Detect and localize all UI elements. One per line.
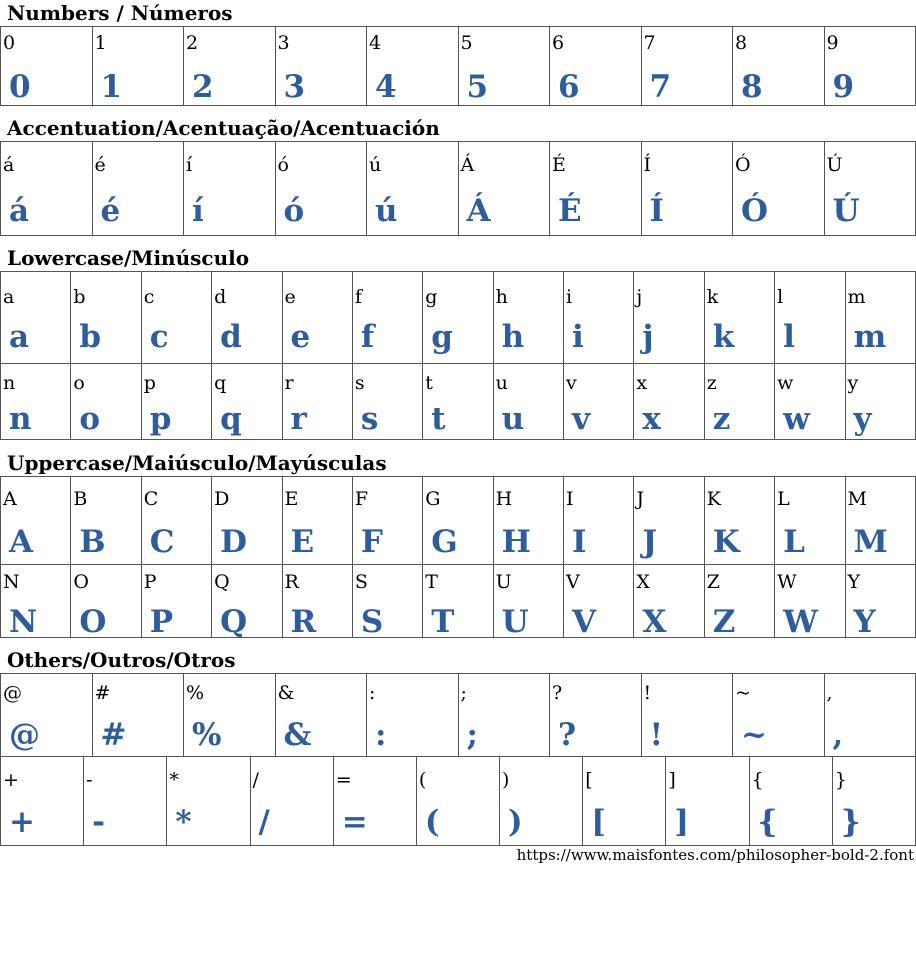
accents-grid [0,141,916,236]
glyph-label: q [214,372,227,394]
glyph-sample: C [149,524,175,560]
glyph-sample: c [149,319,169,355]
glyph-label: c [143,286,155,308]
glyph-sample: 5 [466,69,489,105]
glyph-sample: 0 [9,69,31,105]
glyph-sample: H [501,524,531,560]
glyph-sample: ( [424,804,440,840]
glyph-sample: g [431,319,453,355]
glyph-label: C [143,488,159,510]
glyph-label: L [777,488,790,510]
glyph-label: 6 [552,32,565,54]
glyph-label: ó [277,154,289,176]
glyph-label: W [777,571,797,593]
glyph-cell [71,477,141,565]
glyph-sample: m [853,319,887,355]
glyph-cell [846,477,916,565]
glyph-sample: Ó [741,193,769,229]
glyph-sample: f [360,319,375,355]
glyph-sample: Q [220,604,248,638]
glyph-cell [642,674,734,757]
glyph-label: V [566,571,580,593]
glyph-cell [184,674,276,757]
glyph-sample: a [9,319,30,355]
glyph-cell [705,364,775,440]
glyph-cell [1,142,93,236]
glyph-cell [705,477,775,565]
glyph-label: p [143,372,156,394]
glyph-label: 2 [186,32,199,54]
glyph-row [1,674,916,757]
glyph-row [1,27,916,106]
glyph-cell [583,757,666,846]
glyph-label: e [284,286,296,308]
glyph-cell [733,27,825,106]
glyph-sample: V [572,604,597,638]
glyph-label: j [636,286,643,308]
glyph-sample: 2 [192,69,214,105]
glyph-sample: z [712,401,731,437]
glyph-label: Ó [735,154,751,176]
glyph-sample: 9 [832,69,855,105]
glyph-cell [142,565,212,638]
glyph-label: ) [502,769,510,791]
glyph-sample: @ [9,717,40,753]
glyph-sample: 8 [741,69,763,105]
glyph-sample: X [642,604,667,638]
glyph-cell [367,674,459,757]
glyph-sample: % [192,717,222,753]
glyph-cell [353,364,423,440]
glyph-cell [212,364,282,440]
glyph-cell [775,272,845,364]
glyph-cell [846,565,916,638]
glyph-sample: , [832,717,844,753]
glyph-label: } [834,769,847,791]
glyph-label: % [186,682,205,704]
glyph-label: 9 [826,32,839,54]
glyph-label: x [636,372,648,394]
glyph-cell [1,272,71,364]
glyph-cell [276,674,368,757]
glyph-cell [1,674,93,757]
glyph-label: 7 [643,32,656,54]
glyph-cell [283,364,353,440]
glyph-label: á [3,154,15,176]
glyph-sample: d [220,319,242,355]
glyph-cell [417,757,500,846]
glyph-label: ? [552,682,563,704]
glyph-cell [71,565,141,638]
glyph-sample: w [783,401,810,437]
glyph-label: É [552,154,566,176]
others-grid [0,673,916,846]
glyph-label: Y [847,571,861,593]
glyph-label: k [706,286,719,308]
glyph-sample: l [783,319,795,355]
glyph-sample: é [100,193,121,229]
glyph-label: 3 [277,32,290,54]
glyph-cell [705,565,775,638]
glyph-label: v [566,372,577,394]
glyph-label: Q [214,571,230,593]
glyph-label: 5 [460,32,473,54]
glyph-label: 1 [94,32,107,54]
glyph-sample: M [853,524,888,560]
glyph-cell [71,364,141,440]
glyph-label: M [847,488,867,510]
glyph-label: X [636,571,650,593]
glyph-sample: I [572,524,587,560]
glyph-sample: h [501,319,525,355]
glyph-label: E [284,488,299,510]
glyph-cell [1,757,84,846]
glyph-cell [1,565,71,638]
glyph-sample: n [9,401,32,437]
glyph-label: t [425,372,433,394]
glyph-sample: 1 [100,69,123,105]
glyph-sample: & [283,717,312,753]
glyph-sample: G [431,524,458,560]
glyph-sample: Y [853,604,876,638]
glyph-sample: K [712,524,740,560]
glyph-cell [93,674,185,757]
glyph-sample: É [558,193,582,229]
glyph-sample: R [290,604,317,638]
glyph-label: N [3,571,20,593]
glyph-label: & [277,682,295,704]
glyph-sample: ! [649,717,664,753]
glyph-sample: s [360,401,379,437]
glyph-cell [93,27,185,106]
glyph-sample: í [192,193,204,229]
glyph-sample: A [9,524,34,560]
glyph-cell [733,142,825,236]
glyph-label: Ú [826,154,843,176]
glyph-sample: ] [674,804,690,840]
glyph-cell [825,27,916,106]
glyph-sample: 3 [283,69,306,105]
glyph-cell [276,142,368,236]
glyph-label: í [186,154,193,176]
numbers-grid [0,26,916,106]
glyph-sample: P [149,604,174,638]
glyph-sample: e [290,319,311,355]
glyph-label: @ [3,682,22,704]
glyph-sample: + [9,804,35,840]
glyph-cell [634,364,704,440]
glyph-cell [494,272,564,364]
glyph-label: { [751,769,764,791]
glyph-sample: E [290,524,315,560]
glyph-sample: y [853,401,872,437]
glyph-label: H [495,488,513,510]
glyph-cell [71,272,141,364]
glyph-cell [367,142,459,236]
glyph-cell [212,477,282,565]
glyph-cell [334,757,417,846]
glyph-row [1,757,916,846]
glyph-sample: ) [508,804,523,840]
glyph-label: A [3,488,17,510]
glyph-label: Í [643,154,652,176]
glyph-label: b [73,286,86,308]
glyph-label: ~ [735,682,751,704]
glyph-cell [283,477,353,565]
glyph-cell [1,477,71,565]
glyph-sample: T [431,604,455,638]
glyph-cell [142,272,212,364]
glyph-cell [142,364,212,440]
glyph-row [1,272,916,364]
section-title-numbers: Numbers / Números [7,1,233,25]
glyph-label: P [143,571,157,593]
glyph-cell [459,27,551,106]
glyph-sample: J [642,524,658,560]
glyph-label: ! [643,682,652,704]
glyph-sample: u [501,401,525,437]
glyph-sample: ó [283,193,305,229]
glyph-label: i [566,286,573,308]
glyph-sample: 7 [649,69,672,105]
glyph-label: n [3,372,16,394]
glyph-label: Z [706,571,720,593]
glyph-row [1,565,916,638]
glyph-label: ] [668,769,676,791]
glyph-cell [283,272,353,364]
glyph-row [1,142,916,236]
glyph-label: é [94,154,106,176]
glyph-cell [423,565,493,638]
glyph-cell [564,565,634,638]
glyph-cell [353,477,423,565]
glyph-sample: o [79,401,101,437]
glyph-cell [423,272,493,364]
glyph-label: d [214,286,227,308]
glyph-label: I [566,488,574,510]
glyph-sample: U [501,604,529,638]
glyph-sample: ú [375,193,398,229]
glyph-sample: q [220,401,242,437]
glyph-cell [494,364,564,440]
glyph-cell [93,142,185,236]
glyph-label: m [847,286,866,308]
glyph-label: K [706,488,721,510]
glyph-sample: - [92,804,106,840]
glyph-cell [564,272,634,364]
glyph-cell [705,272,775,364]
glyph-label: r [284,372,294,394]
glyph-label: Á [460,154,475,176]
glyph-sample: ? [558,717,577,753]
glyph-cell [775,565,845,638]
section-title-accents: Accentuation/Acentuação/Acentuación [7,116,440,140]
glyph-label: y [847,372,859,394]
glyph-sample: N [9,604,38,638]
glyph-label: z [706,372,717,394]
glyph-label: f [354,286,362,308]
glyph-label: G [425,488,441,510]
glyph-sample: x [642,401,661,437]
glyph-cell [733,674,825,757]
glyph-label: [ [585,769,593,791]
glyph-cell [367,27,459,106]
glyph-label: a [3,286,15,308]
glyph-cell [212,272,282,364]
glyph-sample: * [175,804,192,840]
glyph-cell [825,674,916,757]
glyph-label: S [354,571,368,593]
glyph-label: U [495,571,512,593]
glyph-cell [283,565,353,638]
glyph-cell [142,477,212,565]
glyph-label: * [169,769,179,791]
glyph-row [1,364,916,440]
glyph-sample: F [360,524,383,560]
section-title-lowercase: Lowercase/Minúsculo [7,246,250,270]
glyph-sample: { [757,804,778,840]
glyph-sample: ; [466,717,478,753]
glyph-label: / [252,769,259,791]
glyph-label: h [495,286,508,308]
glyph-cell [184,142,276,236]
glyph-sample: v [572,401,591,437]
glyph-label: # [94,682,111,704]
glyph-label: g [425,286,438,308]
glyph-label: + [3,769,19,791]
glyph-sample: [ [591,804,606,840]
glyph-cell [550,142,642,236]
glyph-sample: 4 [375,69,397,105]
glyph-label: T [425,571,438,593]
glyph-label: o [73,372,85,394]
glyph-sample: L [783,524,805,560]
glyph-label: F [354,488,369,510]
glyph-cell [775,364,845,440]
glyph-sample: i [572,319,584,355]
glyph-label: : [369,682,376,704]
glyph-label: D [214,488,230,510]
glyph-cell [666,757,749,846]
footer-url[interactable]: https://www.maisfontes.com/philosopher-bold-2.font [516,846,914,864]
glyph-cell [459,674,551,757]
glyph-sample: p [149,401,172,437]
glyph-sample: á [9,193,30,229]
glyph-cell [84,757,167,846]
glyph-row [1,477,916,565]
glyph-sample: / [258,804,270,840]
glyph-sample: Ú [832,193,860,229]
glyph-cell [750,757,833,846]
glyph-cell [494,565,564,638]
glyph-sample: W [783,604,818,638]
glyph-cell [1,27,93,106]
glyph-cell [775,477,845,565]
glyph-label: O [73,571,89,593]
glyph-cell [634,272,704,364]
glyph-sample: 6 [558,69,580,105]
glyph-cell [564,364,634,440]
glyph-cell [212,565,282,638]
glyph-sample: r [290,401,307,437]
glyph-cell [642,142,734,236]
glyph-sample: D [220,524,248,560]
glyph-cell [642,27,734,106]
glyph-sample: S [360,604,384,638]
glyph-cell [184,27,276,106]
glyph-cell [423,364,493,440]
glyph-cell [846,364,916,440]
glyph-cell [1,364,71,440]
glyph-sample: } [840,804,861,840]
glyph-cell [550,27,642,106]
glyph-sample: Z [712,604,736,638]
glyph-label: l [777,286,784,308]
section-title-uppercase: Uppercase/Maiúsculo/Mayúsculas [7,451,387,475]
glyph-cell [494,477,564,565]
glyph-label: ; [460,682,467,704]
uppercase-grid [0,476,916,638]
glyph-cell [251,757,334,846]
glyph-cell [564,477,634,565]
glyph-cell [833,757,916,846]
glyph-sample: t [431,401,446,437]
glyph-label: , [826,682,833,704]
glyph-label: s [354,372,365,394]
section-title-others: Others/Outros/Otros [7,648,236,672]
glyph-cell [276,27,368,106]
glyph-label: R [284,571,299,593]
glyph-cell [353,272,423,364]
glyph-label: J [636,488,644,510]
glyph-label: = [335,769,352,791]
glyph-sample: O [79,604,107,638]
glyph-label: ( [418,769,427,791]
glyph-sample: Í [649,193,665,229]
glyph-label: 4 [369,32,382,54]
glyph-cell [353,565,423,638]
glyph-sample: ~ [741,717,767,753]
glyph-sample: Á [466,193,491,229]
glyph-label: B [73,488,88,510]
glyph-cell [423,477,493,565]
glyph-label: w [777,372,794,394]
glyph-sample: k [712,319,735,355]
glyph-cell [550,674,642,757]
glyph-sample: : [375,717,387,753]
glyph-cell [500,757,583,846]
glyph-cell [634,565,704,638]
glyph-label: u [495,372,508,394]
lowercase-grid [0,271,916,440]
glyph-label: ú [369,154,382,176]
glyph-sample: B [79,524,106,560]
glyph-cell [167,757,250,846]
glyph-sample: j [642,319,654,355]
glyph-label: 8 [735,32,748,54]
glyph-cell [634,477,704,565]
glyph-label: 0 [3,32,16,54]
glyph-sample: b [79,319,102,355]
glyph-cell [459,142,551,236]
glyph-sample: # [100,717,127,753]
glyph-cell [846,272,916,364]
glyph-label: - [86,769,93,791]
glyph-sample: = [341,804,368,840]
glyph-cell [825,142,916,236]
